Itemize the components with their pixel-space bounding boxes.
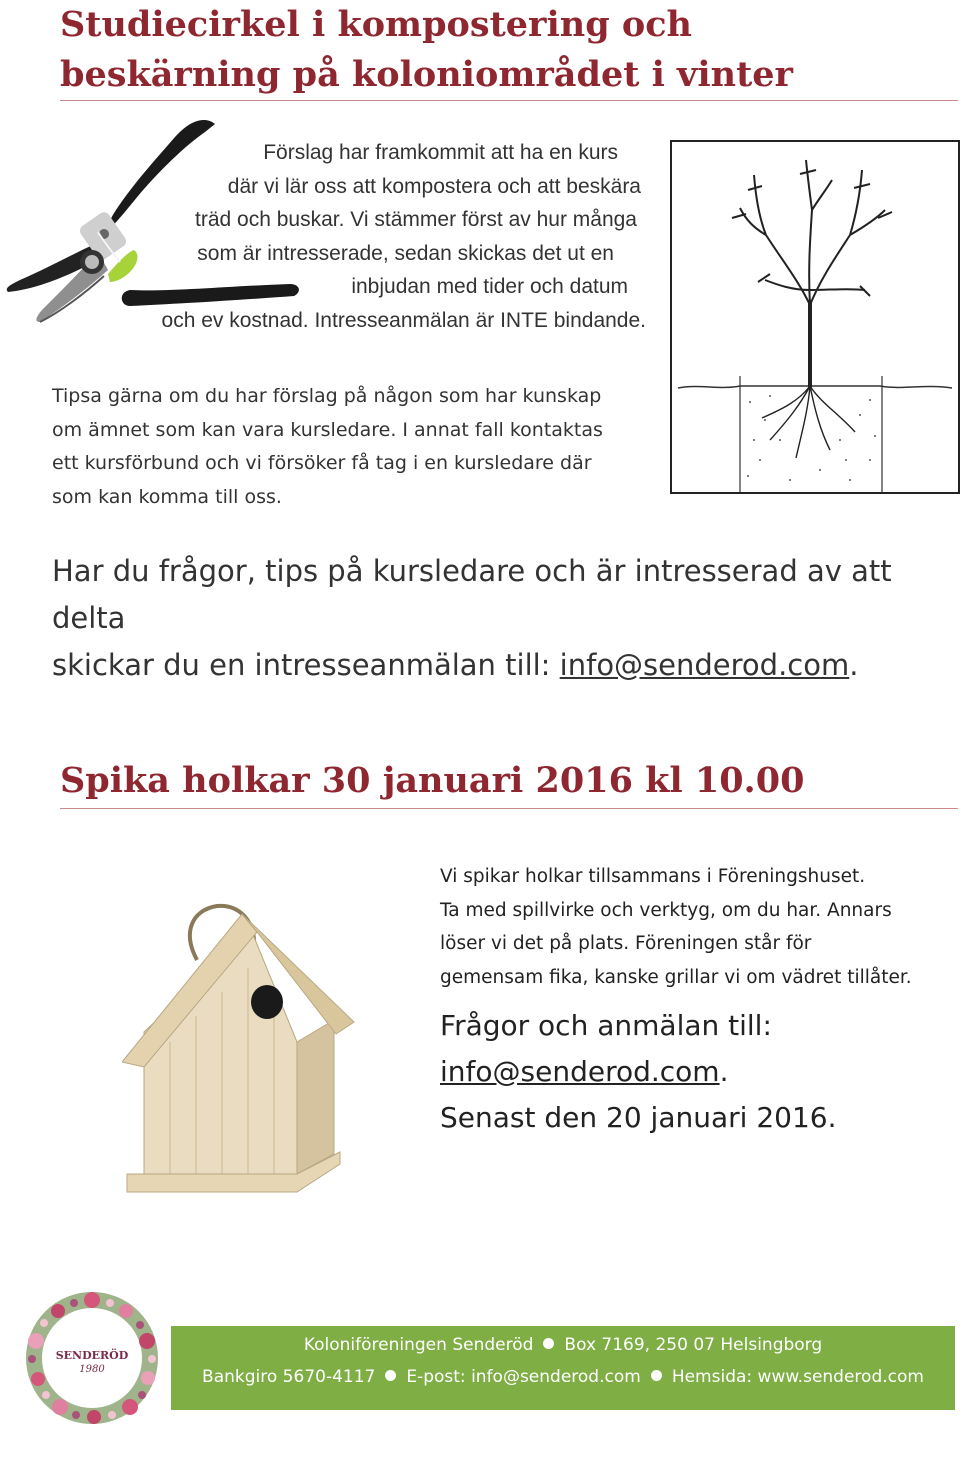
question-suffix: .	[849, 648, 859, 682]
tips-paragraph	[52, 380, 652, 514]
footer-address-line	[171, 1335, 955, 1355]
footer-contact-bar	[171, 1326, 955, 1410]
intro-line: Förslag har framkommit att ha en kurs	[263, 141, 618, 164]
footer-email[interactable]: E-post: info@senderod.com	[406, 1367, 641, 1387]
tips-line: ett kursförbund och vi försöker få tag i en kursledare där	[52, 452, 592, 474]
interest-call-to-action	[52, 548, 952, 689]
registration-email-link[interactable]: info@senderod.com	[440, 1055, 720, 1088]
bullet-dot-icon	[651, 1370, 662, 1381]
bullet-dot-icon	[385, 1370, 396, 1381]
event-line: gemensam fika, kanske grillar vi om vädret tillåter.	[440, 966, 912, 988]
intro-paragraph	[0, 136, 660, 337]
intro-line: inbjudan med tider och datum	[351, 275, 628, 298]
registration-contact	[440, 1003, 940, 1141]
event-line: löser vi det på plats. Föreningen står för	[440, 933, 812, 954]
tips-line: om ämnet som kan vara kursledare. I annat fall kontaktas	[52, 418, 603, 441]
intro-line: där vi lär oss att kompostera och att beskära	[227, 174, 641, 198]
event-divider	[60, 808, 958, 809]
event-line: Vi spikar holkar tillsammans i Föreningshuset.	[440, 866, 866, 887]
tips-line: Tipsa gärna om du har förslag på någon som har kunskap	[52, 385, 602, 407]
contact-suffix: .	[719, 1055, 729, 1088]
heading-divider	[60, 100, 958, 101]
flower-wreath-logo	[22, 1283, 162, 1433]
interest-email-link[interactable]: info@senderod.com	[559, 648, 850, 682]
pruned-tree-illustration	[670, 140, 960, 494]
question-line1: Har du frågor, tips på kursledare och är intresserad av att delta	[52, 554, 892, 635]
footer-postal-address: Box 7169, 250 07 Helsingborg	[564, 1335, 823, 1355]
study-circle-title-line1: Studiecirkel i kompostering och	[60, 4, 692, 45]
footer-website[interactable]: Hemsida: www.senderod.com	[671, 1367, 924, 1387]
intro-line: träd och buskar. Vi stämmer först av hur många	[195, 208, 637, 231]
study-circle-title-line2: beskärning på koloniområdet i vinter	[60, 54, 794, 95]
tips-line: som kan komma till oss.	[52, 485, 282, 508]
birdhouse-illustration	[122, 902, 372, 1202]
footer-association-name: Koloniföreningen Senderöd	[303, 1335, 534, 1355]
footer-bankgiro: Bankgiro 5670-4117	[202, 1367, 376, 1387]
intro-line: och ev kostnad. Intresseanmälan är INTE bindande.	[161, 308, 646, 332]
intro-line: som är intresserade, sedan skickas det ut en	[197, 241, 614, 265]
event-line: Ta med spillvirke och verktyg, om du har. Annars	[440, 899, 892, 921]
registration-deadline: Senast den 20 januari 2016.	[440, 1101, 837, 1134]
footer-details-line	[171, 1367, 955, 1387]
study-circle-title	[60, 0, 793, 100]
birdhouse-event-description	[440, 860, 960, 994]
contact-label: Frågor och anmälan till:	[440, 1009, 772, 1042]
bullet-dot-icon	[543, 1338, 554, 1349]
logo-name-text: SENDERÖD	[55, 1349, 129, 1362]
question-line2: skickar du en intresseanmälan till:	[52, 648, 560, 682]
birdhouse-event-title: Spika holkar 30 januari 2016 kl 10.00	[60, 760, 805, 801]
logo-year-text: 1980	[79, 1364, 105, 1375]
